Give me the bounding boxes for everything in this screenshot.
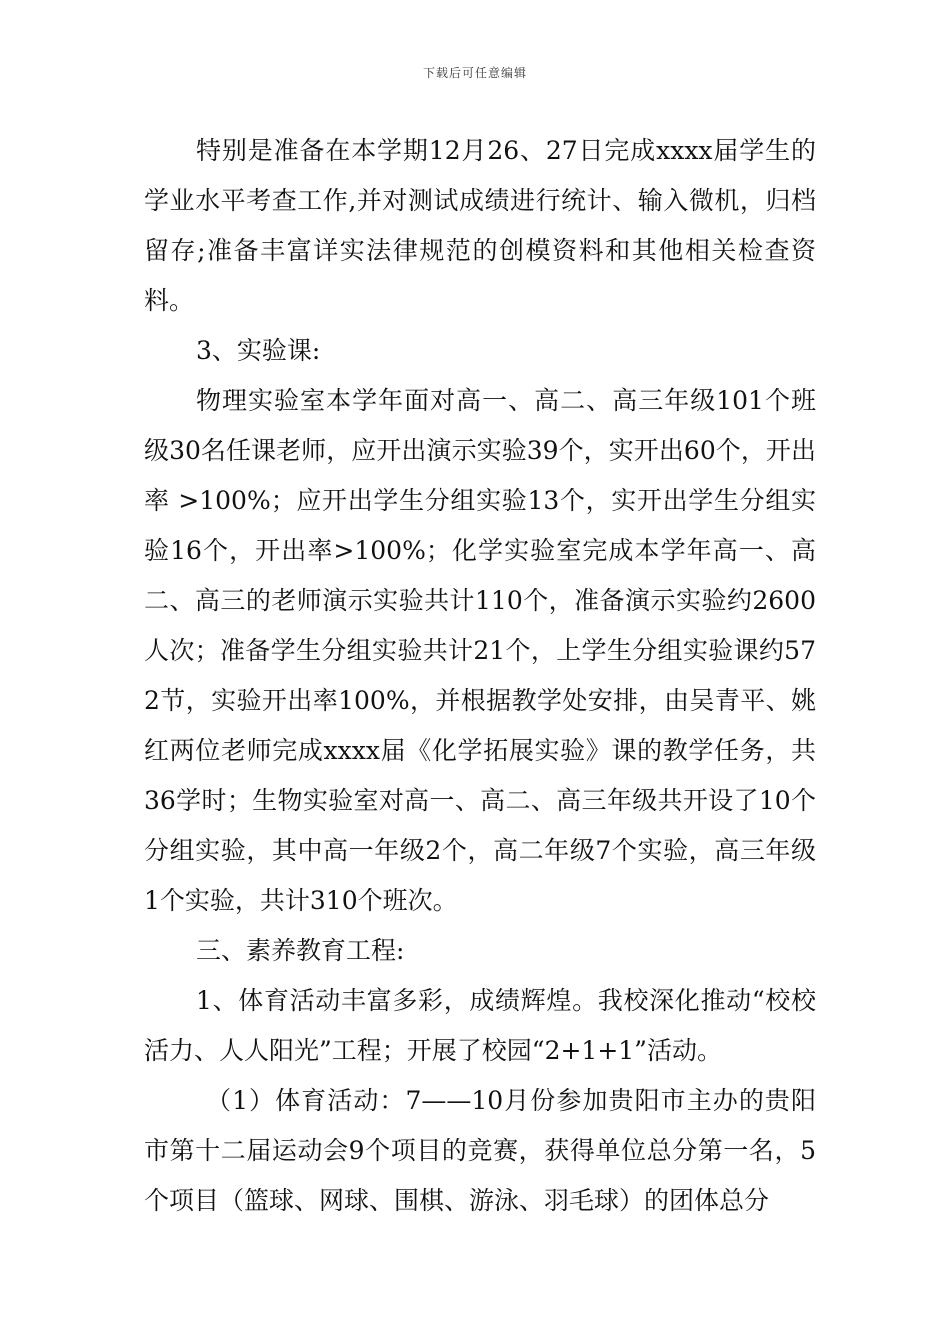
paragraph-lab-statistics: 物理实验室本学年面对高一、高二、高三年级101个班级30名任课老师，应开出演示实验39个，实开出60个，开出率 >100%；应开出学生分组实验13个，实开出学生分组实验16个，开出率>100%；化学实验室完成本学年高一、高二、高三的老师演示实验共计110个，准备演示实验约2600人次；准备学生分组实验共计21个，上学生分组实验课约572节，实验开出率100%，并根据教学处安排，由吴青平、姚红两位老师完成xxxx届《化学拓展实验》课的教学任务，共36学时；生物实验室对高一、高二、高三年级共开设了10个分组实验，其中高一年级2个，高二年级7个实验，高三年级1个实验，共计310个班次。	[144, 386, 816, 915]
paragraph-exam-work: 特别是准备在本学期12月26、27日完成xxxx届学生的学业水平考查工作,并对测试成绩进行统计、输入微机，归档留存;准备丰富详实法律规范的创模资料和其他相关检查资料。	[144, 136, 816, 315]
heading-experiment-class: 3、实验课:	[196, 336, 321, 365]
paragraph-sports-activities: 1、体育活动丰富多彩，成绩辉煌。我校深化推动“校校活力、人人阳光”工程；开展了校园“2+1+1”活动。	[144, 986, 816, 1065]
heading-quality-education: 三、素养教育工程:	[196, 936, 405, 965]
document-body	[144, 126, 816, 1226]
page-header-note: 下载后可任意编辑	[422, 66, 527, 80]
paragraph-sports-games: （1）体育活动：7——10月份参加贵阳市主办的贵阳市第十二届运动会9个项目的竞赛，获得单位总分第一名，5个项目（篮球、网球、围棋、游泳、羽毛球）的团体总分	[144, 1086, 816, 1215]
